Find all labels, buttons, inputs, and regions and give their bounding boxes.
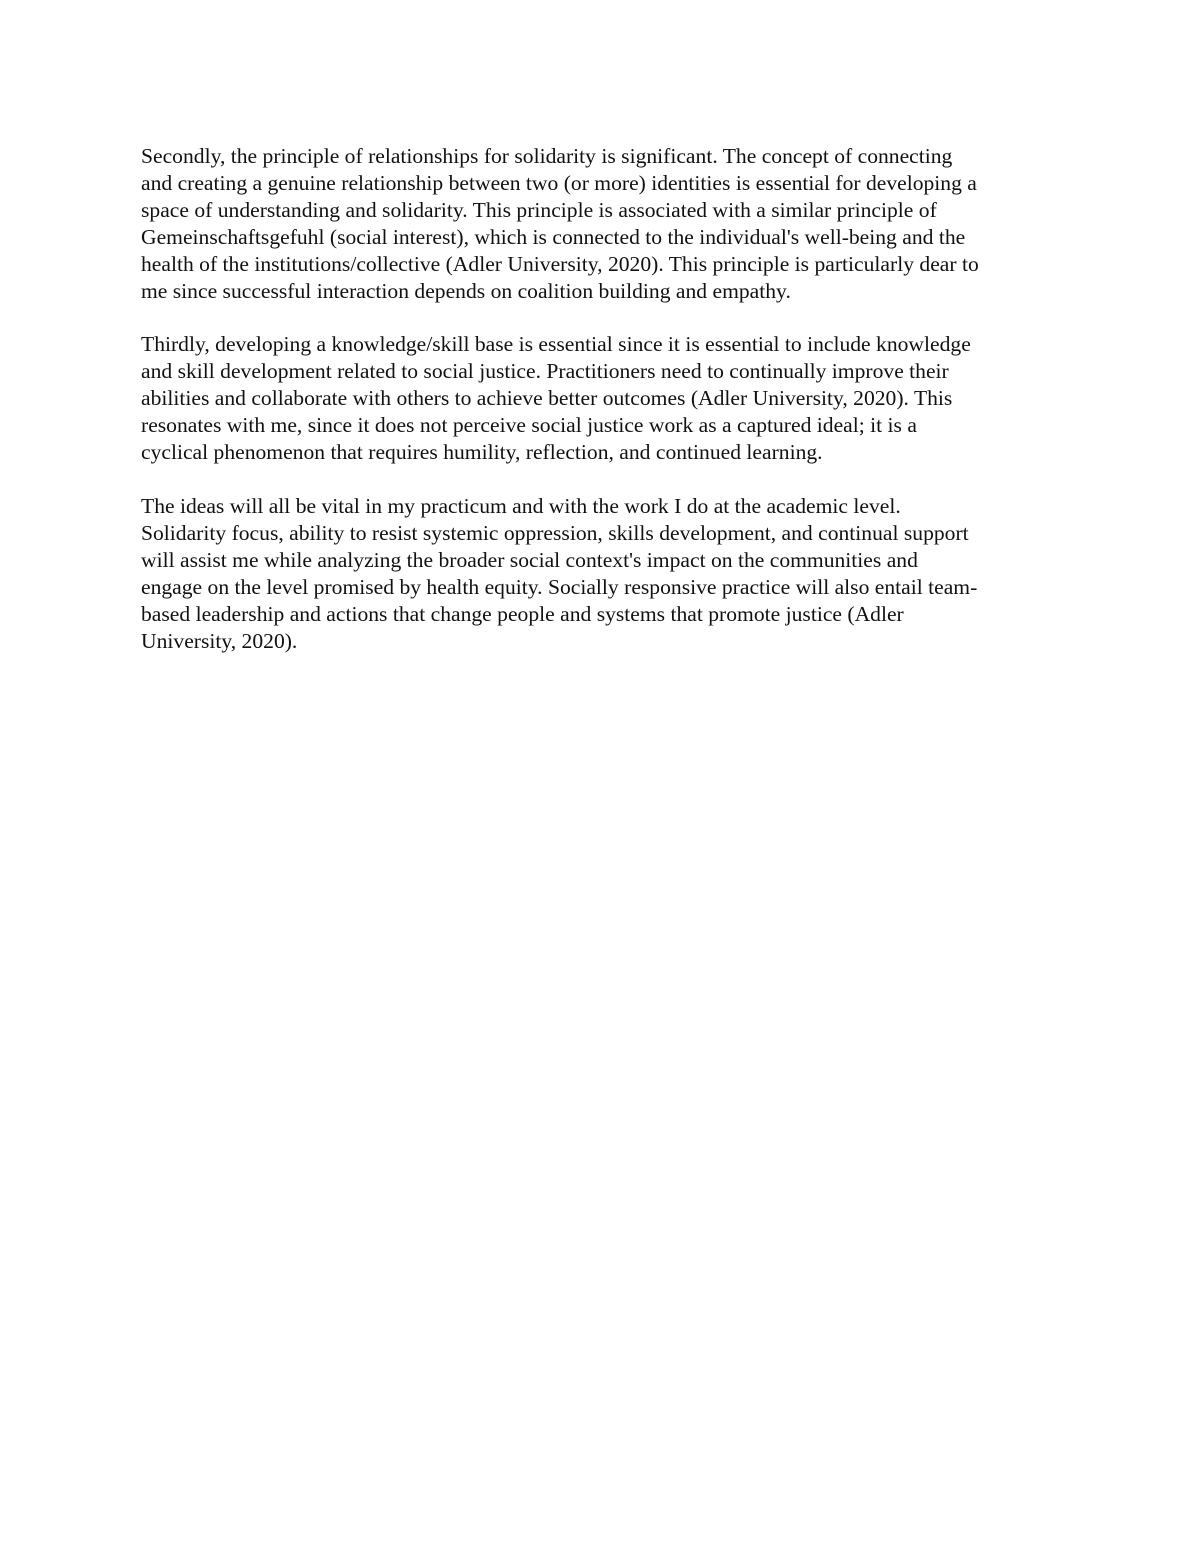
text-line: Secondly, the principle of relationships for solidarity is significant. The concept of connecting [141, 144, 953, 168]
text-line: Gemeinschaftsgefuhl (social interest), which is connected to the individual's well-being and the [141, 224, 966, 249]
text-line: The ideas will all be vital in my practicum and with the work I do at the academic level. [141, 493, 901, 518]
text-line: and skill development related to social justice. Practitioners need to continually improve their [141, 359, 949, 384]
text-line: engage on the level promised by health equity. Socially responsive practice will also entail team- [141, 574, 978, 599]
text-line: health of the institutions/collective (Adler University, 2020). This principle is particularly dear to [141, 251, 979, 276]
text-line: abilities and collaborate with others to achieve better outcomes (Adler University, 2020). This [141, 386, 953, 411]
text-line: and creating a genuine relationship between two (or more) identities is essential for developing a [141, 170, 977, 195]
text-line: cyclical phenomenon that requires humility, reflection, and continued learning. [141, 440, 823, 465]
text-line: based leadership and actions that change people and systems that promote justice (Adler [141, 601, 904, 626]
text-line: Thirdly, developing a knowledge/skill base is essential since it is essential to include knowledge [141, 332, 971, 357]
paragraph-practicum [141, 493, 1066, 654]
text-line: University, 2020). [141, 628, 298, 653]
text-line: me since successful interaction depends on coalition building and empathy. [141, 278, 791, 303]
document-body [141, 143, 1066, 681]
paragraph-knowledge-skill [141, 331, 1066, 466]
text-line: Solidarity focus, ability to resist systemic oppression, skills development, and continual support [141, 520, 969, 545]
text-line: resonates with me, since it does not perceive social justice work as a captured ideal; it is a [141, 413, 917, 438]
text-line: space of understanding and solidarity. This principle is associated with a similar principle of [141, 197, 937, 222]
text-line: will assist me while analyzing the broader social context's impact on the communities and [141, 547, 918, 572]
paragraph-relationships [141, 143, 1066, 304]
